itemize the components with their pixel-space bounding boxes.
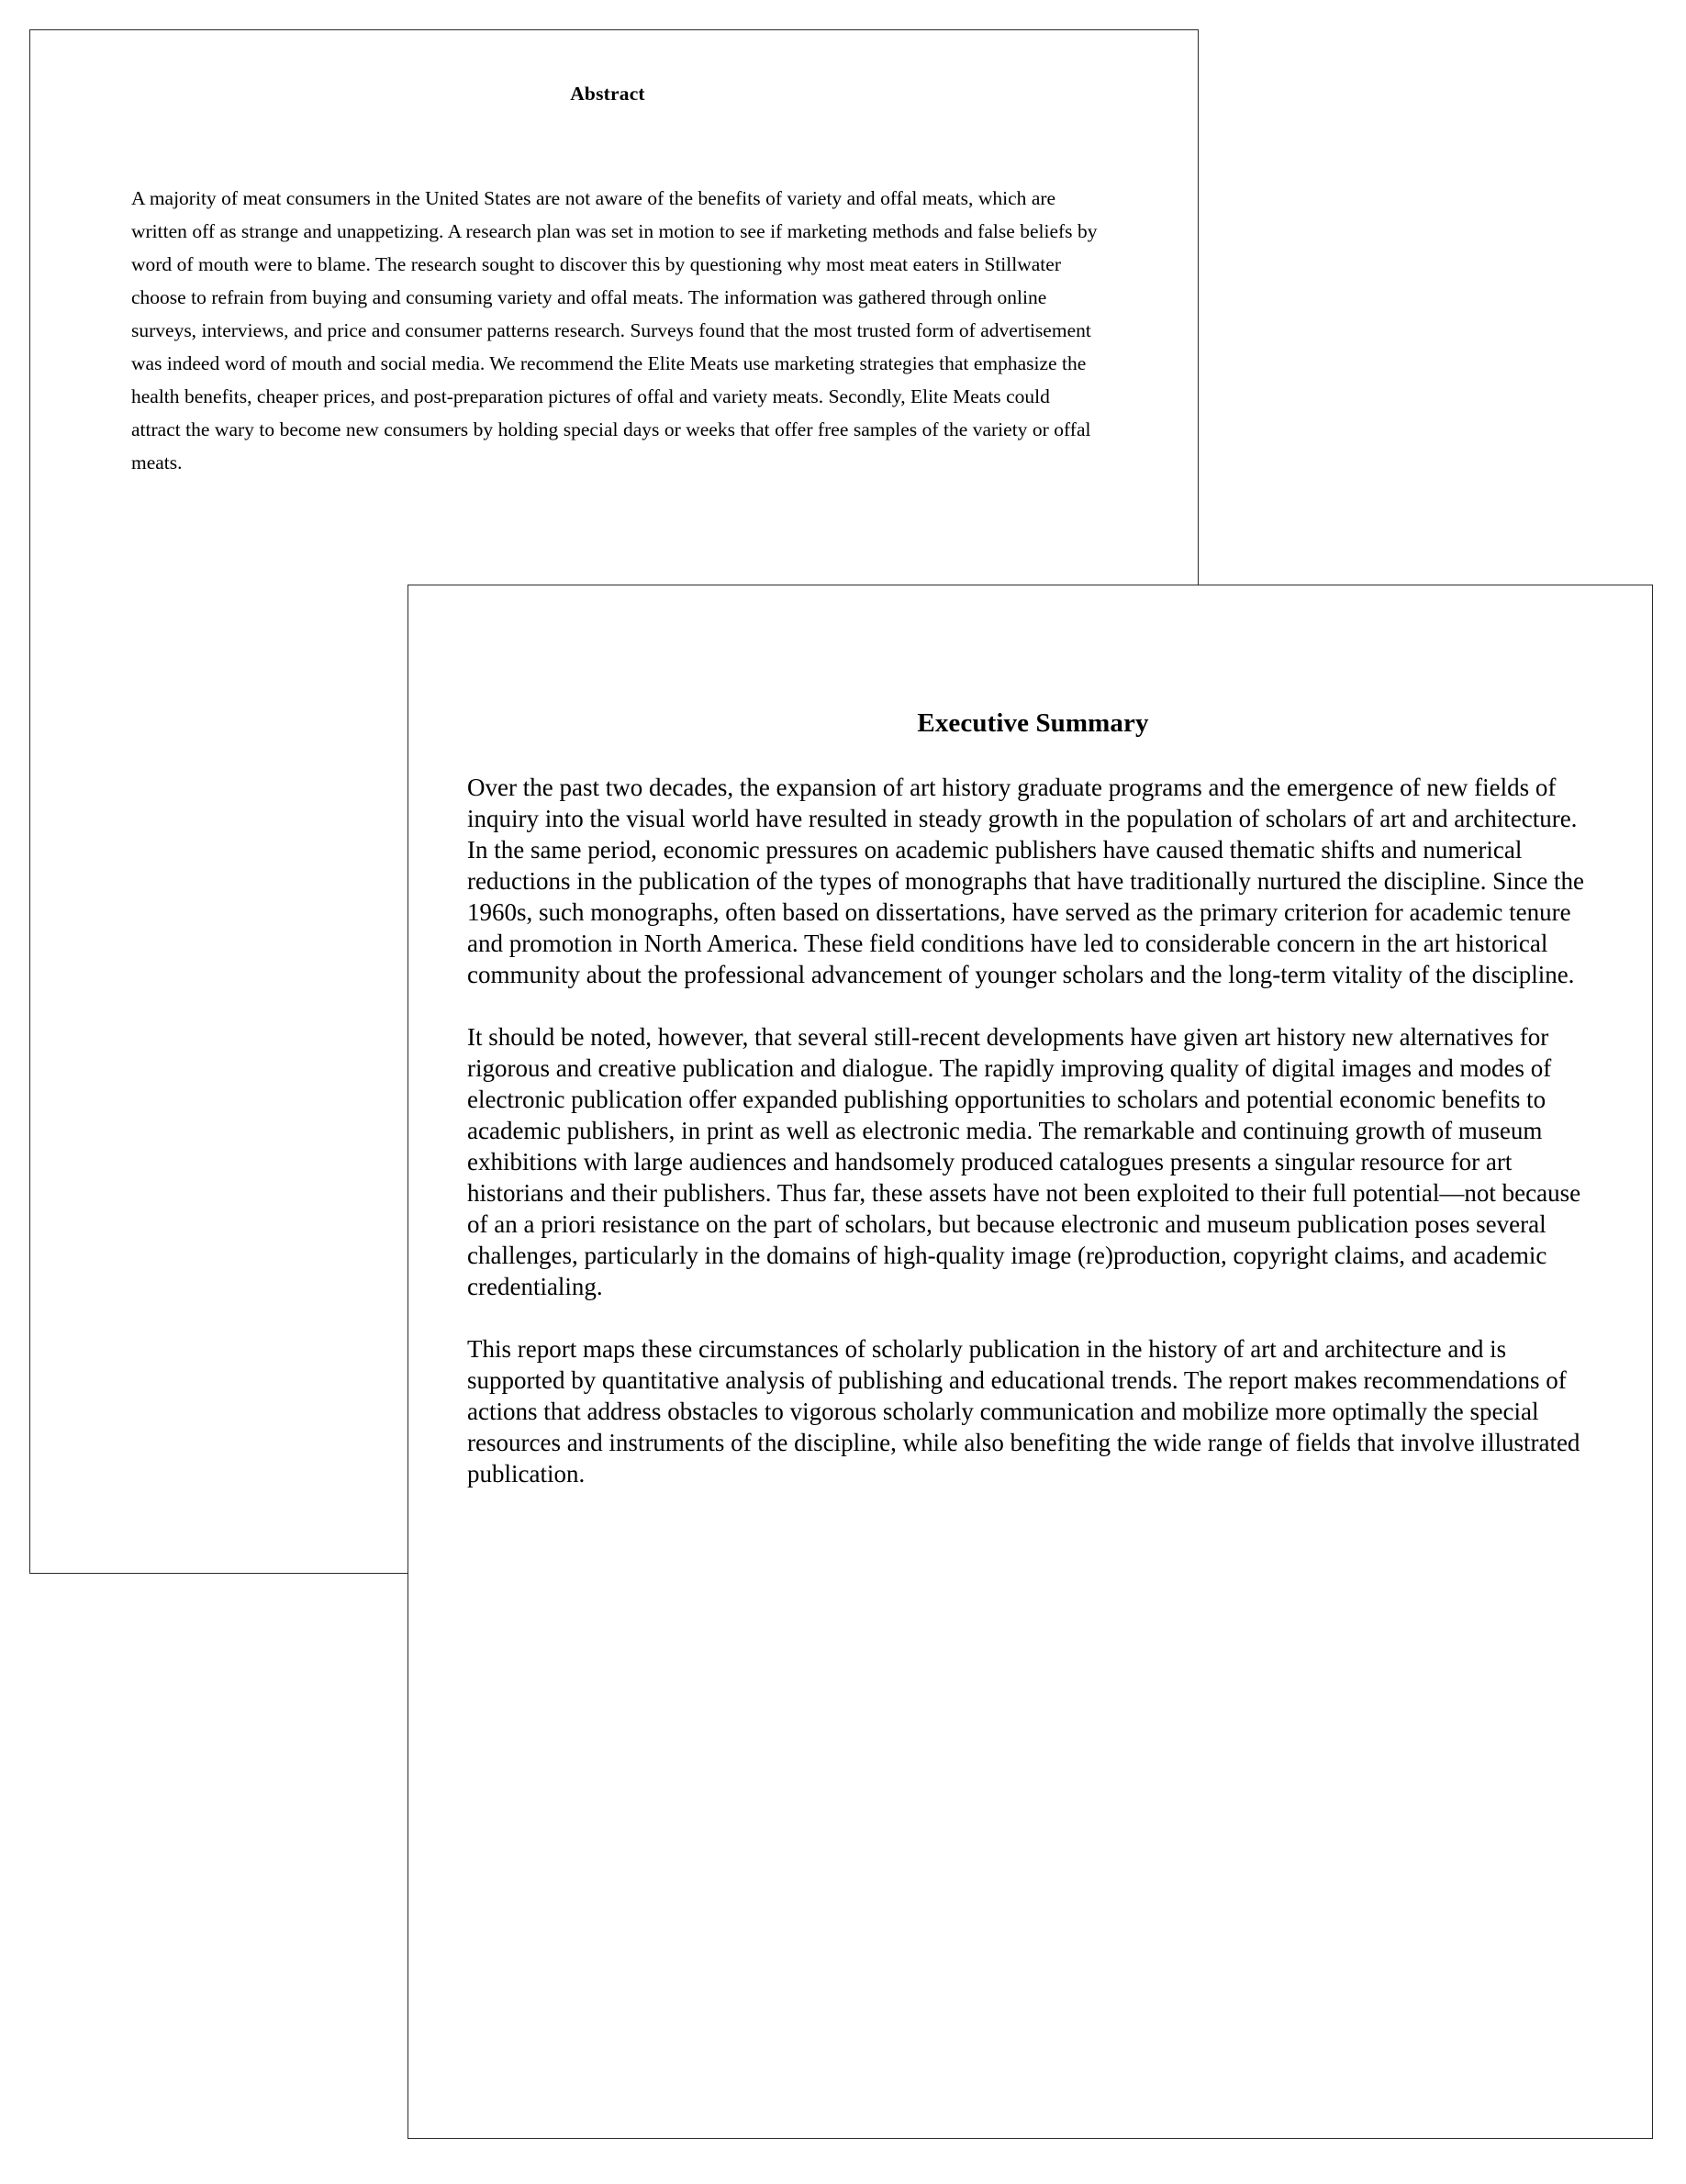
executive-summary-heading-text: Executive Summary (917, 708, 1149, 738)
abstract-heading-text: Abstract (570, 83, 645, 105)
executive-summary-paragraph-3: This report maps these circumstances of scholarly publication in the history of art and architecture and is supported by quantitative analysis of publishing and educational trends. The report makes recommendations of actions that address obstacles to vigorous scholarly communication and mobilize more optimally the special resources and instruments of the discipline, while also benefiting the wide range of fields that involve illustrated publication. (467, 1335, 1580, 1488)
executive-summary-body (467, 772, 1598, 1489)
abstract-heading (30, 83, 1198, 106)
executive-summary-paragraph-2: It should be noted, however, that several still-recent developments have given art history new alternatives for rigorous and creative publication and dialogue. The rapidly improving quality of digital images and modes of electronic publication offer expanded publishing opportunities to scholars and potential economic benefits to academic publishers, in print as well as electronic media. The remarkable and continuing growth of museum exhibitions with large audiences and handsomely produced catalogues presents a singular resource for art historians and their publishers. Thus far, these assets have not been exploited to their full potential—not because of an a priori resistance on the part of scholars, but because electronic and museum publication poses several challenges, particularly in the domains of high-quality image (re)production, copyright claims, and academic credentialing. (467, 1023, 1581, 1300)
executive-summary-page-sheet (408, 585, 1653, 2139)
executive-summary-heading (408, 708, 1652, 739)
abstract-body-text: A majority of meat consumers in the United States are not aware of the benefits of variety and offal meats, which are written off as strange and unappetizing. A research plan was set in motion to see if marketing methods and false beliefs by word of mouth were to blame. The research sought to discover this by questioning why most meat eaters in Stillwater choose to refrain from buying and consuming variety and offal meats. The information was gathered through online surveys, interviews, and price and consumer patterns research. Surveys found that the most trusted form of advertisement was indeed word of mouth and social media. We recommend the Elite Meats use marketing strategies that emphasize the health benefits, cheaper prices, and post-preparation pictures of offal and variety meats. Secondly, Elite Meats could attract the wary to become new consumers by holding special days or weeks that offer free samples of the variety or offal meats. (131, 187, 1098, 474)
executive-summary-paragraph-1: Over the past two decades, the expansion of art history graduate programs and the emergence of new fields of inquiry into the visual world have resulted in steady growth in the population of scholars of art and architecture. In the same period, economic pressures on academic publishers have caused thematic shifts and numerical reductions in the publication of the types of monographs that have traditionally nurtured the discipline. Since the 1960s, such monographs, often based on dissertations, have served as the primary criterion for academic tenure and promotion in North America. These field conditions have led to considerable concern in the art historical community about the professional advancement of younger scholars and the long-term vitality of the discipline. (467, 774, 1584, 988)
